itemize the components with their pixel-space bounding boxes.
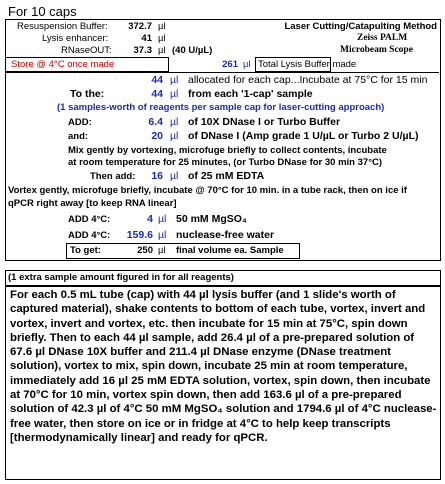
alloc-unit: µl xyxy=(170,74,179,86)
toget-value: 250 xyxy=(137,245,153,256)
resuspension-value: 372.7 xyxy=(128,21,152,32)
add1-unit: µl xyxy=(170,116,179,128)
store-total-label: Total Lysis Buffer made xyxy=(258,59,357,70)
and1-value: 20 xyxy=(151,130,163,142)
toget-unit: µl xyxy=(158,245,166,256)
tothe-text: from each '1-cap' sample xyxy=(188,88,313,100)
add4c-2-text: nuclease-free water xyxy=(176,229,275,241)
add4c-1-label: ADD 4°C: xyxy=(68,214,111,225)
vortex-line-2: qPCR right away [to keep RNA linear] xyxy=(8,198,177,209)
protocol-text: For each 0.5 mL tube (cap) with 44 µl lysis buffer (and 1 slide's worth of captured material), shake contents to bottom of each tube, vortex, invert and vortex, invert and vortex, etc. then incubate for 15 min at 75°C, spin down briefly. Then to each 44 µl sample, add 26.4 µl of a pre-prepared solution of 67.6 µl DNase 10X buffer and 211.4 µl DNase enzyme (DNase treatment solution), vortex to mix, spin down, incubate 25 min at room temperature, immediately add 16 µl 25 mM EDTA solution, vortex, spin down, then incubate at 70°C for 10 min, vortex spin down, then add 163.6 µl of a pre-prepared solution of 42.3 µl of 4°C 50 mM MgSO₄ solution and 1794.6 µl of 4°C nuclease-free water, then store on ice or in fridge at 4°C to help keep transcripts [thermodynamically linear] and ready for qPCR. xyxy=(10,289,437,444)
enhancer-unit: µl xyxy=(158,33,166,44)
alloc-value: 44 xyxy=(151,74,163,86)
enhancer-value: 41 xyxy=(141,33,152,44)
and1-unit: µl xyxy=(170,130,179,142)
samples-note: (1 samples-worth of reagents per sample cap for laser-cutting approach) xyxy=(57,102,385,113)
thenadd-text: of 25 mM EDTA xyxy=(188,170,265,182)
toget-label: To get: xyxy=(70,245,101,256)
thenadd-unit: µl xyxy=(170,170,179,182)
rnase-unit: µl xyxy=(158,45,166,56)
and1-label: and: xyxy=(68,131,89,142)
store-unit: µl xyxy=(243,59,251,70)
add1-value: 6.4 xyxy=(148,116,163,128)
tothe-unit: µl xyxy=(170,88,179,100)
page-title: For 10 caps xyxy=(8,4,77,19)
tothe-value: 44 xyxy=(151,88,163,100)
add4c-2-label: ADD 4°C: xyxy=(68,230,111,241)
resuspension-label: Resuspension Buffer: xyxy=(17,21,108,32)
and1-text: of DNase I (Amp grade 1 U/µL or Turbo 2 U/µL) xyxy=(188,130,419,142)
add4c-1-value: 4 xyxy=(147,213,153,225)
add4c-1-unit: µl xyxy=(158,213,167,225)
store-label: Store @ 4°C once made xyxy=(11,59,115,70)
resuspension-unit: µl xyxy=(158,21,166,32)
mix-line-2: at room temperature for 25 minutes, (or Turbo DNase for 30 min 37°C) xyxy=(68,157,383,168)
mix-line-1: Mix gently by vortexing, microfuge briefly to collect contents, incubate xyxy=(68,145,387,156)
add4c-1-text: 50 mM MgSO₄ xyxy=(176,213,247,225)
thenadd-value: 16 xyxy=(151,170,163,182)
vortex-line-1: Vortex gently, microfuge briefly, incubate @ 70°C for 10 min. in a tube rack, then on ice if xyxy=(8,185,407,196)
method-line-3: Microbeam Scope xyxy=(340,45,413,55)
divider xyxy=(6,72,439,73)
toget-text: final volume ea. Sample xyxy=(176,245,284,256)
method-line-2: Zeiss PALM xyxy=(357,33,408,43)
rnase-value: 37.3 xyxy=(133,45,152,56)
thenadd-label: Then add: xyxy=(90,171,136,182)
alloc-text: allocated for each cap...Incubate at 75°C for 15 min xyxy=(188,74,428,86)
tothe-label: To the: xyxy=(70,88,105,100)
store-value: 261 xyxy=(222,59,238,70)
enhancer-label: Lysis enhancer: xyxy=(42,33,109,44)
rnase-note: (40 U/µL) xyxy=(172,45,213,56)
rnase-label: RNaseOUT: xyxy=(61,45,112,56)
method-line-1: Laser Cutting/Catapulting Method xyxy=(284,21,437,32)
extra-note: (1 extra sample amount figured in for all reagents) xyxy=(8,272,234,283)
add1-label: ADD: xyxy=(68,117,92,128)
add4c-2-unit: µl xyxy=(158,229,167,241)
add4c-2-value: 159.6 xyxy=(126,229,153,241)
add1-text: of 10X DNase I or Turbo Buffer xyxy=(188,116,341,128)
